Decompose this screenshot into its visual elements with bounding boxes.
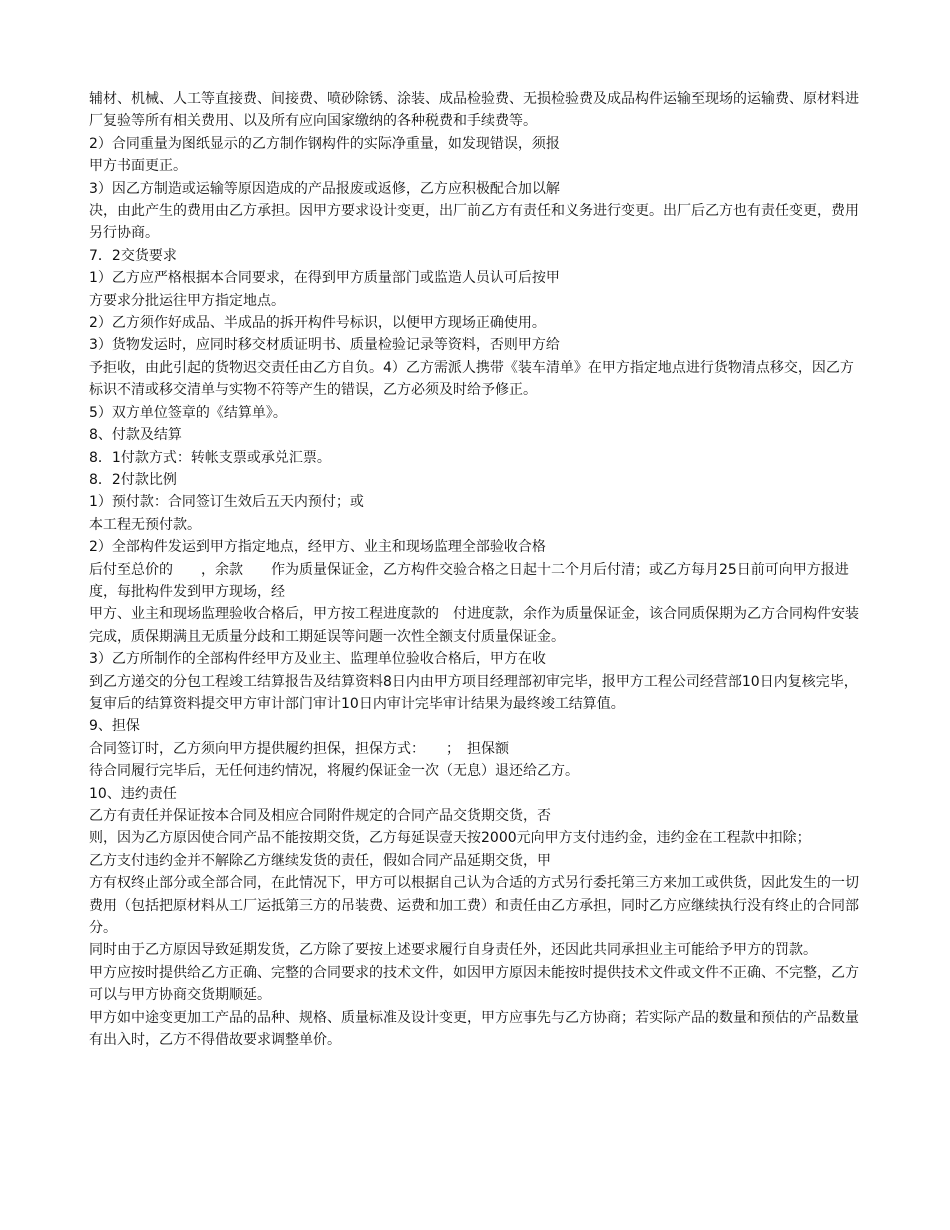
text-line: 待合同履行完毕后，无任何违约情况，将履约保证金一次（无息）退还给乙方。 bbox=[89, 763, 579, 780]
text-line: 辅材、机械、人工等直接费、间接费、喷砂除锈、涂装、成品检验费、无损检验费及成品构件运输至现场的运输费、原材料进厂复验等所有相关费用、以及所有应向国家缴纳的各种税费和手续费等。 bbox=[89, 91, 859, 130]
text-line: 5）双方单位签章的《结算单》。 bbox=[89, 404, 287, 421]
text-line: 甲方、业主和现场监理验收合格后，甲方按工程进度款的 付进度款，余作为质量保证金，该合同质保期为乙方合同构件安装完成，质保期满且无质量分歧和工期延误等问题一次性全额支付质量保证金。 bbox=[89, 606, 859, 645]
text-line: 方有权终止部分或全部合同，在此情况下，甲方可以根据自己认为合适的方式另行委托第三方来加工或供货，因此发生的一切费用（包括把原材料从工厂运抵第三方的吊装费、运费和加工费）和责任由乙方承担，同时乙方应继续执行没有终止的合同部分。 bbox=[89, 875, 859, 937]
text-line: 8、付款及结算 bbox=[89, 427, 182, 444]
text-line: 7．2交货要求 bbox=[89, 247, 177, 264]
text-line: 2）合同重量为图纸显示的乙方制作钢构件的实际净重量，如发现错误，须报 bbox=[89, 135, 560, 152]
text-line: 9、担保 bbox=[89, 718, 140, 735]
text-line: 方要求分批运往甲方指定地点。 bbox=[89, 292, 285, 309]
text-line: 乙方有责任并保证按本合同及相应合同附件规定的合同产品交货期交货，否 bbox=[89, 808, 551, 824]
text-line: 予拒收，由此引起的货物迟交责任由乙方自负。4）乙方需派人携带《装车清单》在甲方指定地点进行货物清点移交，因乙方 bbox=[89, 359, 854, 376]
text-line: 甲方应按时提供给乙方正确、完整的合同要求的技术文件，如因甲方原因未能按时提供技术文件或文件不正确、不完整，乙方可以与甲方协商交货期顺延。 bbox=[89, 964, 859, 1004]
text-line: 同时由于乙方原因导致延期发货，乙方除了要按上述要求履行自身责任外，还因此共同承担业主可能给予甲方的罚款。 bbox=[89, 942, 817, 959]
text-line: 本工程无预付款。 bbox=[89, 516, 201, 533]
text-line: 则，因为乙方原因使合同产品不能按期交货，乙方每延误壹天按2000元向甲方支付违约金，违约金在工程款中扣除； bbox=[89, 830, 811, 847]
text-line: 合同签订时，乙方须向甲方提供履约担保，担保方式： ； 担保额 bbox=[89, 740, 509, 757]
text-line: 标识不清或移交清单与实物不符等产生的错误，乙方必须及时给予修正。 bbox=[89, 382, 537, 399]
text-line: 3）货物发运时，应同时移交材质证明书、质量检验记录等资料，否则甲方给 bbox=[89, 337, 560, 354]
text-line: 到乙方递交的分包工程竣工结算报告及结算资料8日内由甲方项目经理部初审完毕，报甲方工程公司经营部10日内复核完毕，复审后的结算资料提交甲方审计部门审计10日内审计完毕审计结果为最终竣工结算值。 bbox=[89, 673, 858, 712]
text-line: 后付至总价的 ，余款 作为质量保证金，乙方构件交验合格之日起十二个月后付清；或乙方每月25日前可向甲方报进度，每批构件发到甲方现场，经 bbox=[89, 561, 849, 600]
text-line: 2）全部构件发运到甲方指定地点，经甲方、业主和现场监理全部验收合格 bbox=[89, 539, 546, 556]
contract-body bbox=[89, 88, 869, 1051]
text-line: 乙方支付违约金并不解除乙方继续发货的责任，假如合同产品延期交货，甲 bbox=[89, 852, 551, 869]
text-line: 1）预付款：合同签订生效后五天内预付；或 bbox=[89, 494, 364, 511]
text-line: 3）乙方所制作的全部构件经甲方及业主、监理单位验收合格后，甲方在收 bbox=[89, 651, 546, 668]
text-line: 8．1付款方式：转帐支票或承兑汇票。 bbox=[89, 449, 331, 466]
text-line: 1）乙方应严格根据本合同要求，在得到甲方质量部门或监造人员认可后按甲 bbox=[89, 270, 560, 287]
text-line: 8．2付款比例 bbox=[89, 471, 177, 488]
text-line: 3）因乙方制造或运输等原因造成的产品报废或返修，乙方应积极配合加以解 bbox=[89, 180, 560, 197]
text-line: 决，由此产生的费用由乙方承担。因甲方要求设计变更，出厂前乙方有责任和义务进行变更。出厂后乙方也有责任变更，费用另行协商。 bbox=[89, 203, 859, 242]
text-line: 甲方书面更正。 bbox=[89, 158, 187, 175]
text-line: 10、违约责任 bbox=[89, 785, 177, 802]
text-line: 2）乙方须作好成品、半成品的拆开构件号标识，以便甲方现场正确使用。 bbox=[89, 315, 546, 332]
text-line: 甲方如中途变更加工产品的品种、规格、质量标准及设计变更，甲方应事先与乙方协商；若实际产品的数量和预估的产品数量有出入时，乙方不得借故要求调整单价。 bbox=[89, 1009, 859, 1049]
